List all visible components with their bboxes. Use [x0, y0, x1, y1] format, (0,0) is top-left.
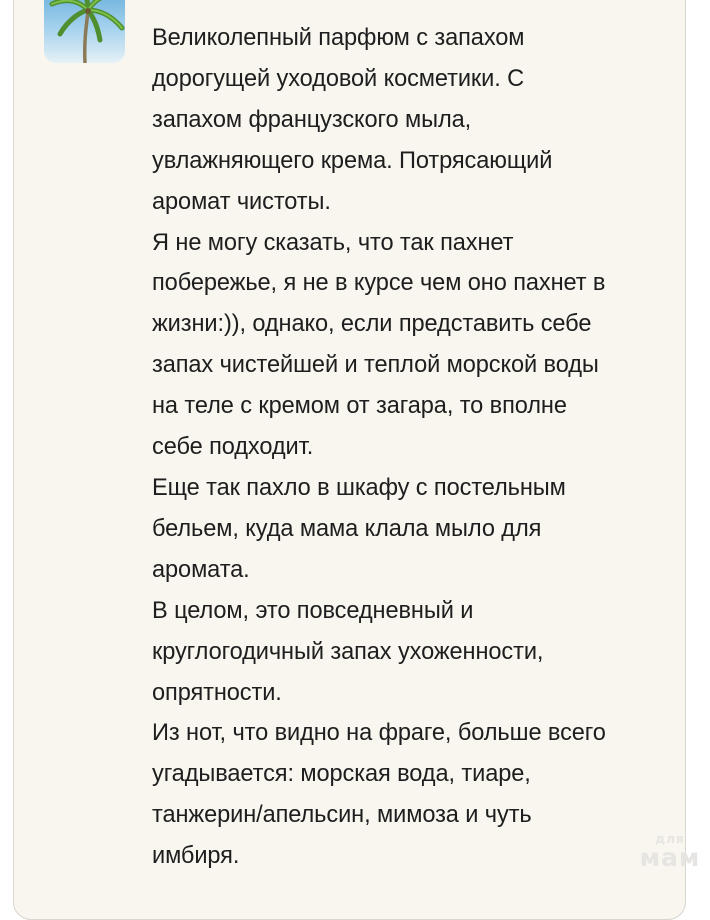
watermark-line-2: мам [639, 843, 701, 872]
username-link[interactable] [160, 0, 224, 1]
comment-body [152, 18, 697, 877]
comment-card [13, 0, 686, 920]
comment-paragraph-5: Из нот, что видно на фраге, больше всего угадывается: морская вода, тиаре, танжерин/апельсин, мимоза и чуть имбиря. [152, 720, 606, 870]
comment-paragraph-4: В целом, это повседневный и круглогодичный запах ухоженности, опрятности. [152, 597, 544, 706]
user-avatar[interactable] [44, 0, 125, 63]
watermark-line-1: для [655, 832, 685, 846]
palm-tree-avatar-icon [44, 0, 125, 63]
comment-paragraph-3: Еще так пахло в шкафу с постельным бельем, куда мама клала мыло для аромата. [152, 474, 566, 583]
comment-paragraph-2: Я не могу сказать, что так пахнет побережье, я не в курсе чем оно пахнет в жизни:)), однако, если представить себе запах чистейшей и теплой морской воды на теле с кремом от загара, то вполне себе подходит. [152, 229, 606, 461]
comment-paragraph-1: Великолепный парфюм с запахом дорогущей уходовой косметики. С запахом французского мыла, увлажняющего крема. Потрясающий аромат чистоты. [152, 25, 553, 215]
